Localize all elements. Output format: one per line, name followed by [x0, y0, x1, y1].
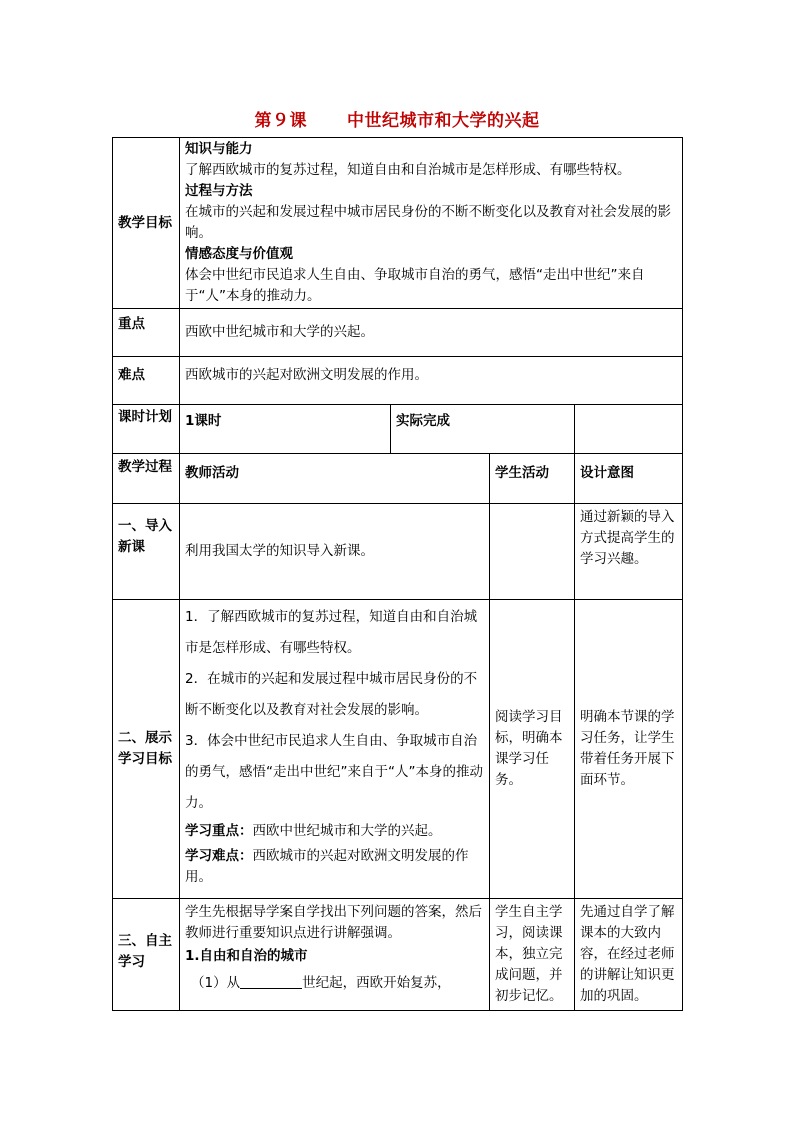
- design-intent-header: 设计意图: [575, 454, 683, 504]
- objective-item: 3．体会中世纪市民追求人生自由、争取城市自治的勇气，感悟“走出中世纪”来自于“人”本身的推动力。: [185, 733, 483, 811]
- objective-text: 体会中世纪市民追求人生自由、争取城市自治的勇气，感悟“走出中世纪”来自于“人”本身的推动力。: [185, 267, 645, 304]
- objectives-content: [180, 138, 683, 309]
- objectives-label: 教学目标: [113, 138, 180, 309]
- objective-heading: 情感态度与价值观: [185, 246, 293, 262]
- step-design-intent: 明确本节课的学习任务，让学生带着任务开展下面环节。: [575, 600, 683, 899]
- objective-item: 2．在城市的兴起和发展过程中城市居民身份的不断不断变化以及教育对社会发展的影响。: [185, 671, 478, 718]
- key-point-row: [113, 309, 683, 357]
- study-difficulty: 学习难点：西欧城市的兴起对欧洲文明发展的作用。: [185, 848, 469, 885]
- objective-item: 1．了解西欧城市的复苏过程，知道自由和自治城市是怎样形成、有哪些特权。: [185, 609, 478, 656]
- step-label: 三、自主学习: [113, 899, 180, 1011]
- key-point-text: 西欧中世纪城市和大学的兴起。: [180, 309, 683, 357]
- difficulty-text: 西欧城市的兴起对欧洲文明发展的作用。: [180, 357, 683, 405]
- objective-text: 在城市的兴起和发展过程中城市居民身份的不断不断变化以及教育对社会发展的影响。: [185, 204, 671, 241]
- self-study-question: （1）从 世纪起，西欧开始复苏，: [191, 975, 451, 991]
- process-header-row: [113, 454, 683, 504]
- step-teacher-activity: [180, 899, 490, 1011]
- step-teacher-activity: 利用我国太学的知识导入新课。: [180, 504, 490, 600]
- actual-done-label: 实际完成: [391, 405, 575, 454]
- schedule-value: 1课时: [180, 405, 391, 454]
- objective-heading: 知识与能力: [185, 141, 253, 157]
- step-student-activity: 学生自主学习，阅读课本，独立完成问题，并初步记忆。: [490, 899, 575, 1011]
- student-activity-header: 学生活动: [490, 454, 575, 504]
- step-row: [113, 899, 683, 1011]
- self-study-intro: 学生先根据导学案自学找出下列问题的答案，然后教师进行重要知识点进行讲解强调。: [185, 904, 482, 941]
- difficulty-label: 难点: [113, 357, 180, 405]
- step-design-intent: 通过新颖的导入方式提高学生的学习兴趣。: [575, 504, 683, 600]
- objective-heading: 过程与方法: [185, 183, 253, 199]
- actual-done-value: [575, 405, 683, 454]
- step-row: [113, 600, 683, 899]
- teacher-activity-header: 教师活动: [180, 454, 490, 504]
- lesson-title: [0, 106, 794, 131]
- self-study-subheading: 1.自由和自治的城市: [185, 948, 308, 964]
- lesson-number: 第９课: [254, 111, 307, 131]
- step-student-activity: [490, 504, 575, 600]
- step-student-activity: 阅读学习目标，明确本课学习任务。: [490, 600, 575, 899]
- study-key-point: 学习重点：西欧中世纪城市和大学的兴起。: [185, 823, 442, 839]
- objective-text: 了解西欧城市的复苏过程，知道自由和自治城市是怎样形成、有哪些特权。: [185, 162, 631, 178]
- step-label: 一、导入新课: [113, 504, 180, 600]
- difficulty-row: [113, 357, 683, 405]
- fill-in-blank: [240, 974, 302, 989]
- process-label: 教学过程: [113, 454, 180, 504]
- lesson-name: 中世纪城市和大学的兴起: [347, 111, 540, 131]
- step-row: [113, 504, 683, 600]
- step-design-intent: 先通过自学了解课本的大致内容，在经过老师的讲解让知识更加的巩固。: [575, 899, 683, 1011]
- lesson-plan-table: [112, 137, 683, 1011]
- schedule-row: [113, 405, 683, 454]
- step-teacher-activity: [180, 600, 490, 899]
- objectives-row: [113, 138, 683, 309]
- key-point-label: 重点: [113, 309, 180, 357]
- schedule-label: 课时计划: [113, 405, 180, 454]
- step-label: 二、展示学习目标: [113, 600, 180, 899]
